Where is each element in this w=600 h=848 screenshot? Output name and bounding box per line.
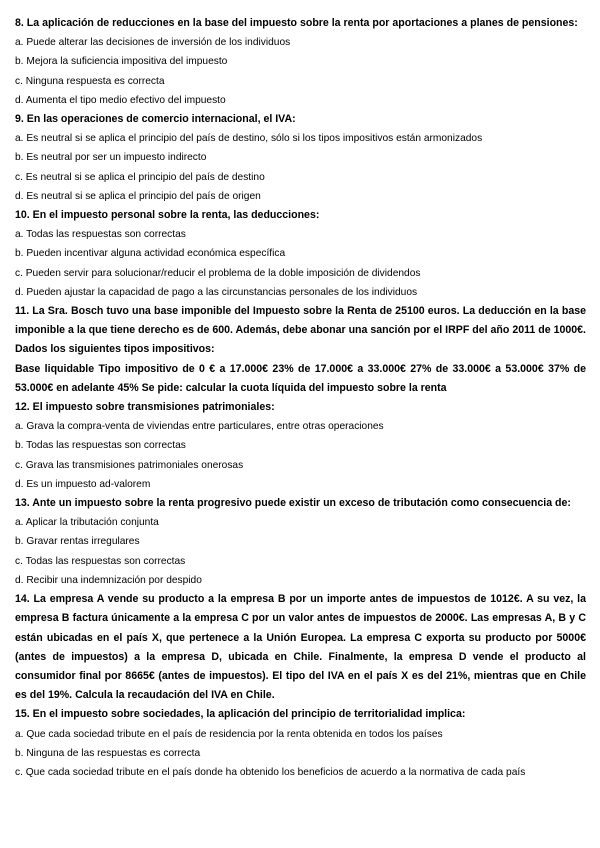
question-stem: 12. El impuesto sobre transmisiones patrimoniales: bbox=[15, 401, 275, 414]
answer-option-c: c. Grava las transmisiones patrimoniales onerosas bbox=[15, 459, 244, 471]
question-12 bbox=[15, 398, 586, 494]
answer-option-c: c. Todas las respuestas son correctas bbox=[15, 555, 186, 567]
answer-option-d: d. Aumenta el tipo medio efectivo del impuesto bbox=[15, 94, 226, 106]
answer-option-c: c. Pueden servir para solucionar/reducir el problema de la doble imposición de dividendos bbox=[15, 267, 421, 279]
question-9 bbox=[15, 110, 586, 206]
answer-option-c: c. Es neutral si se aplica el principio del país de destino bbox=[15, 171, 265, 183]
tax-brackets-text: Base liquidable Tipo impositivo de 0 € a 17.000€ 23% de 17.000€ a 33.000€ 27% de 33.000€ a 53.000€ 37% de 53.000€ en adelante 45% Se pide: calcular la cuota líquida del impuesto sobre la renta bbox=[15, 362, 586, 394]
answer-option-b: b. Mejora la suficiencia impositiva del impuesto bbox=[15, 56, 228, 68]
question-stem: 13. Ante un impuesto sobre la renta progresivo puede existir un exceso de tributación como consecuencia de: bbox=[15, 497, 571, 510]
answer-option-b: b. Es neutral por ser un impuesto indirecto bbox=[15, 152, 207, 164]
question-8 bbox=[15, 14, 586, 110]
answer-option-a: a. Aplicar la tributación conjunta bbox=[15, 517, 159, 529]
question-stem: 9. En las operaciones de comercio internacional, el IVA: bbox=[15, 113, 296, 126]
question-11 bbox=[15, 302, 586, 398]
question-13 bbox=[15, 494, 586, 590]
answer-option-d: d. Recibir una indemnización por despido bbox=[15, 574, 202, 586]
question-stem: 15. En el impuesto sobre sociedades, la aplicación del principio de territorialidad implica: bbox=[15, 708, 466, 721]
answer-option-d: d. Es neutral si se aplica el principio del país de origen bbox=[15, 190, 261, 202]
question-10 bbox=[15, 206, 586, 302]
answer-option-b: b. Gravar rentas irregulares bbox=[15, 536, 140, 548]
answer-option-b: b. Ninguna de las respuestas es correcta bbox=[15, 747, 201, 759]
answer-option-a: a. Grava la compra-venta de viviendas entre particulares, entre otras operaciones bbox=[15, 421, 384, 433]
answer-option-a: a. Puede alterar las decisiones de inversión de los individuos bbox=[15, 37, 291, 49]
answer-option-b: b. Todas las respuestas son correctas bbox=[15, 440, 186, 452]
answer-option-c: c. Que cada sociedad tribute en el país donde ha obtenido los beneficios de acuerdo a la normativa de cada país bbox=[15, 766, 526, 778]
answer-option-b: b. Pueden incentivar alguna actividad económica específica bbox=[15, 248, 286, 260]
answer-option-d: d. Pueden ajustar la capacidad de pago a las circunstancias personales de los individuos bbox=[15, 286, 418, 298]
answer-option-c: c. Ninguna respuesta es correcta bbox=[15, 75, 165, 87]
question-stem: 8. La aplicación de reducciones en la base del impuesto sobre la renta por aportaciones a planes de pensiones: bbox=[15, 17, 578, 29]
answer-option-a: a. Todas las respuestas son correctas bbox=[15, 229, 186, 241]
question-stem: 10. En el impuesto personal sobre la renta, las deducciones: bbox=[15, 209, 320, 222]
question-15 bbox=[15, 705, 586, 782]
answer-option-a: a. Es neutral si se aplica el principio del país de destino, sólo si los tipos impositivos están armonizados bbox=[15, 133, 483, 145]
answer-option-d: d. Es un impuesto ad-valorem bbox=[15, 478, 151, 490]
answer-option-a: a. Que cada sociedad tribute en el país de residencia por la renta obtenida en todos los países bbox=[15, 728, 443, 740]
question-stem: 14. La empresa A vende su producto a la empresa B por un importe antes de impuestos de 1012€. A su vez, la empresa B factura únicamente a la empresa C por un valor antes de impuestos de 2000€. Las empresas A, B y C están ubicadas en el país X, que pertenece a la Unión Europea. La empresa C exporta su producto por 5000€ (antes de impuestos) a la empresa D, ubicada en Chile. Finalmente, la empresa D vende el producto al consumidor final por 8665€ (antes de impuestos). El tipo del IVA en el país X es del 21%, mientras que en Chile es del 19%. Calcula la recaudación del IVA en Chile. bbox=[15, 593, 586, 702]
question-stem: 11. La Sra. Bosch tuvo una base imponible del Impuesto sobre la Renta de 25100 euros. La deducción en la base imponible a la que tiene derecho es de 600. Además, debe abonar una sanción por el IRPF del año 2011 de 1000€. Dados los siguientes tipos impositivos: bbox=[15, 305, 586, 356]
question-14 bbox=[15, 590, 586, 705]
